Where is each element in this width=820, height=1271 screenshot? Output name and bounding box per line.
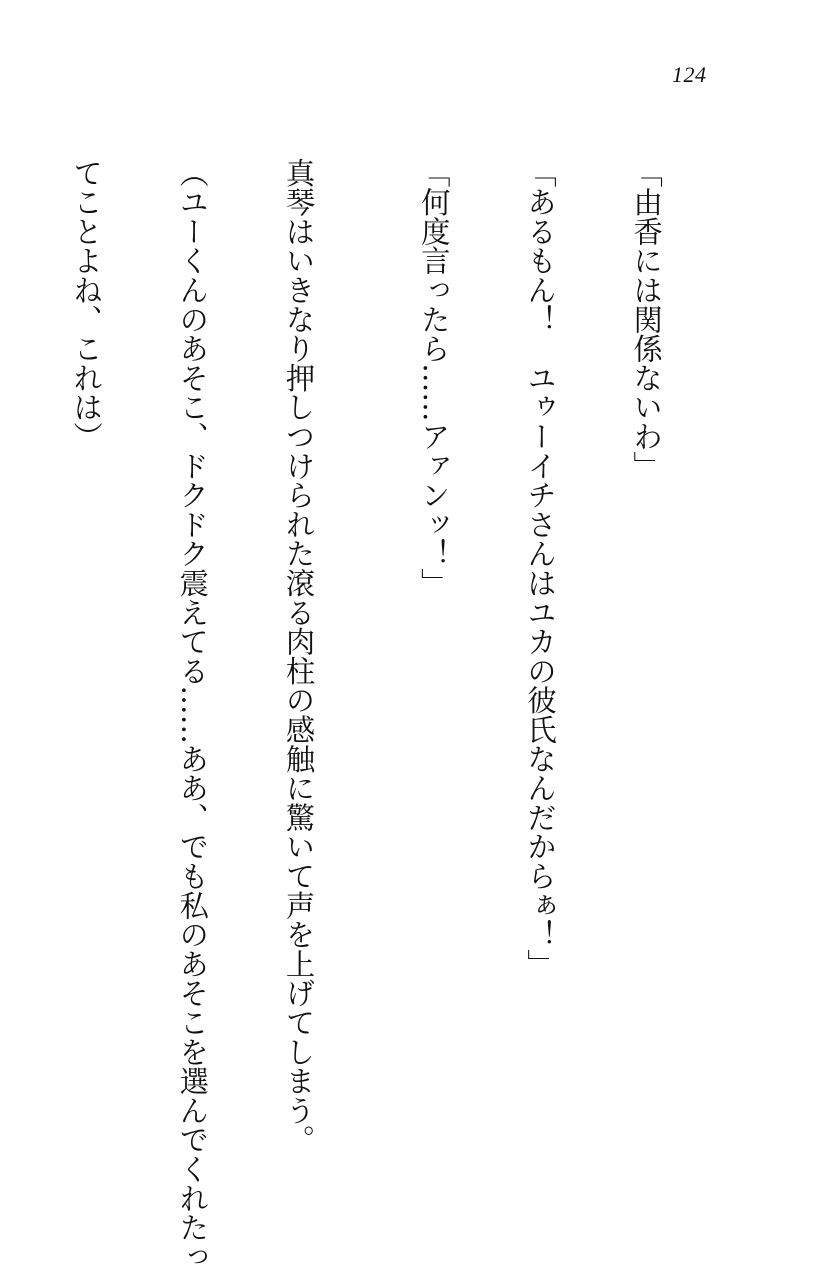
text-line: 真琴はいきなり押しつけられた滾る肉柱の感触に驚いて声を上げてしまう。 [281,158,316,1155]
text-line: 「由香には関係ないわ」 [629,158,664,481]
vertical-text-body [69,158,734,1271]
text-line: 「何度言ったら……アァンッ！」 [416,158,451,598]
page-number: 124 [672,62,707,87]
text-line: （ユーくんのあそこ、ドクドク震えてる……ああ、でも私のあそこを選んでくれたっ [175,158,210,1271]
text-line: てことよね、これは） [69,158,104,451]
text-line: 「あるもん！ ユゥーイチさんはユカの彼氏なんだからぁ！」 [522,158,557,979]
